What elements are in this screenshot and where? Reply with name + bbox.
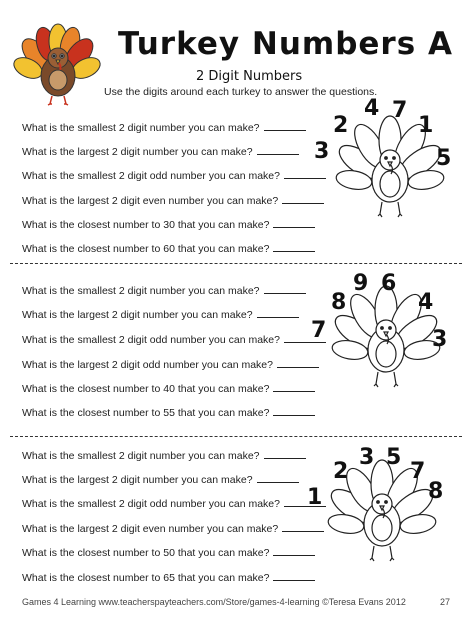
- question: [22, 284, 306, 297]
- page-subtitle: 2 Digit Numbers: [196, 69, 303, 84]
- answer-blank[interactable]: [257, 145, 299, 155]
- page-title: Turkey Numbers A: [118, 26, 453, 62]
- digit-label: 6: [381, 271, 397, 296]
- question-text: What is the smallest 2 digit odd number you can make?: [22, 334, 280, 346]
- answer-blank[interactable]: [264, 121, 306, 131]
- question: [22, 546, 315, 559]
- question: [22, 571, 315, 584]
- question-text: What is the smallest 2 digit number you can make?: [22, 285, 260, 297]
- question-text: What is the closest number to 30 that you can make?: [22, 219, 270, 231]
- question: [22, 358, 319, 371]
- color-turkey-illustration: [14, 28, 98, 108]
- digit-label: 4: [418, 290, 434, 315]
- answer-blank[interactable]: [257, 473, 299, 483]
- digit-label: 1: [418, 113, 434, 138]
- answer-blank[interactable]: [273, 242, 315, 252]
- question: [22, 333, 326, 346]
- question-text: What is the largest 2 digit even number you can make?: [22, 195, 279, 207]
- question: [22, 449, 306, 462]
- footer-credits: Games 4 Learning www.teacherspayteachers.com/Store/games-4-learning ©Teresa Evans 2012: [22, 597, 406, 607]
- digit-label: 8: [331, 290, 347, 315]
- question: [22, 473, 299, 486]
- question: [22, 382, 315, 395]
- question: [22, 308, 299, 321]
- answer-blank[interactable]: [257, 308, 299, 318]
- question-text: What is the smallest 2 digit odd number you can make?: [22, 498, 280, 510]
- digit-label: 3: [314, 139, 330, 164]
- question: [22, 121, 306, 134]
- question-text: What is the largest 2 digit even number you can make?: [22, 523, 279, 535]
- digit-label: 3: [432, 327, 448, 352]
- digit-label: 2: [333, 113, 349, 138]
- section-divider: [10, 263, 462, 264]
- question: [22, 194, 324, 207]
- question-text: What is the smallest 2 digit number you can make?: [22, 122, 260, 134]
- answer-blank[interactable]: [273, 218, 315, 228]
- question-text: What is the smallest 2 digit number you can make?: [22, 450, 260, 462]
- question-text: What is the closest number to 50 that you can make?: [22, 547, 270, 559]
- digit-label: 5: [436, 146, 452, 171]
- digit-label: 3: [359, 445, 375, 470]
- digit-label: 7: [311, 318, 327, 343]
- question-text: What is the largest 2 digit number you can make?: [22, 146, 253, 158]
- question: [22, 218, 315, 231]
- answer-blank[interactable]: [277, 358, 319, 368]
- question-text: What is the largest 2 digit number you can make?: [22, 309, 253, 321]
- page-number: 27: [440, 597, 451, 607]
- question-text: What is the closest number to 55 that you can make?: [22, 407, 270, 419]
- instructions: Use the digits around each turkey to answer the questions.: [104, 86, 378, 98]
- question: [22, 242, 315, 255]
- digit-label: 2: [333, 459, 349, 484]
- answer-blank[interactable]: [282, 194, 324, 204]
- question-text: What is the closest number to 40 that you can make?: [22, 383, 270, 395]
- digit-label: 1: [307, 485, 323, 510]
- answer-blank[interactable]: [273, 382, 315, 392]
- answer-blank[interactable]: [264, 284, 306, 294]
- digit-label: 8: [428, 479, 444, 504]
- digit-label: 5: [386, 445, 402, 470]
- question: [22, 522, 324, 535]
- answer-blank[interactable]: [284, 169, 326, 179]
- answer-blank[interactable]: [282, 522, 324, 532]
- answer-blank[interactable]: [264, 449, 306, 459]
- question-text: What is the largest 2 digit odd number you can make?: [22, 359, 273, 371]
- answer-blank[interactable]: [273, 571, 315, 581]
- question-text: What is the largest 2 digit number you can make?: [22, 474, 253, 486]
- answer-blank[interactable]: [273, 546, 315, 556]
- question: [22, 145, 299, 158]
- question: [22, 406, 315, 419]
- question: [22, 169, 326, 182]
- question: [22, 497, 326, 510]
- question-text: What is the smallest 2 digit odd number you can make?: [22, 170, 280, 182]
- digit-label: 4: [364, 96, 380, 121]
- question-text: What is the closest number to 65 that you can make?: [22, 572, 270, 584]
- answer-blank[interactable]: [273, 406, 315, 416]
- question-text: What is the closest number to 60 that you can make?: [22, 243, 270, 255]
- digit-label: 9: [353, 271, 369, 296]
- digit-label: 7: [392, 98, 408, 123]
- section-divider: [10, 436, 462, 437]
- digit-label: 7: [410, 459, 426, 484]
